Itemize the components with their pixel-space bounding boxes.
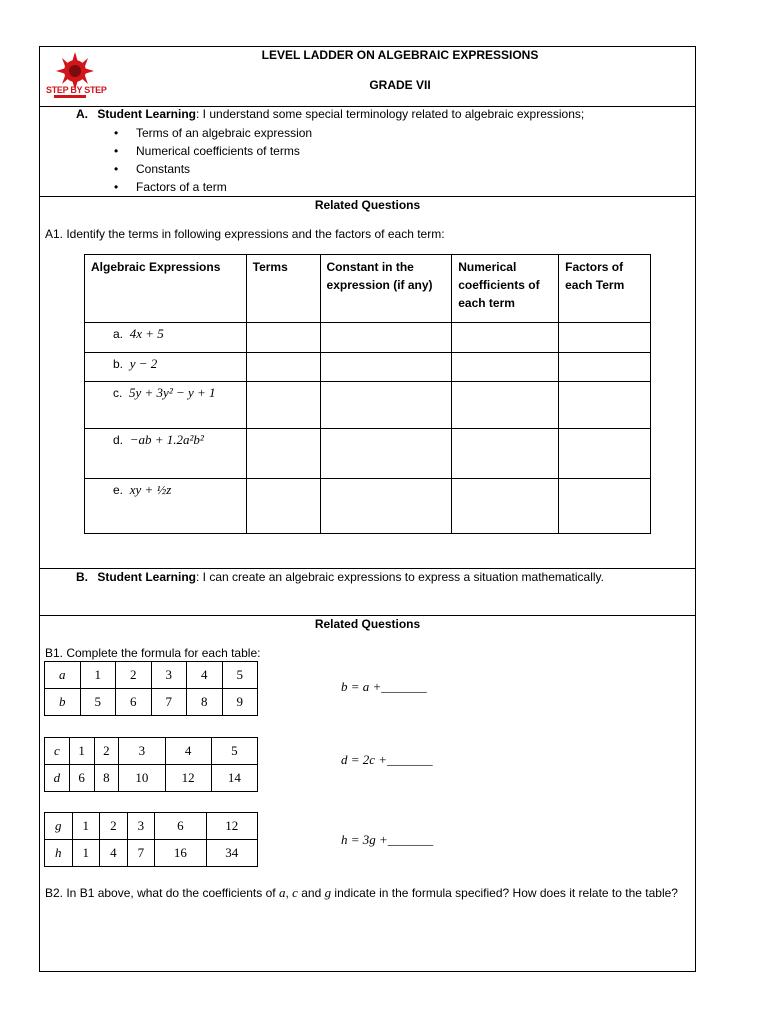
q2-and: and [297, 886, 325, 900]
table-cell: 7 [127, 840, 155, 867]
table-cell: 3 [127, 813, 155, 840]
answer-cell[interactable] [559, 429, 651, 479]
table-row [45, 840, 258, 867]
col-header-expressions: Algebraic Expressions [85, 255, 247, 323]
expression-cell [85, 353, 247, 382]
table-cell: 1 [72, 813, 100, 840]
answer-cell[interactable] [559, 382, 651, 429]
section-a-text: : I understand some special terminology related to algebraic expressions; [196, 107, 585, 121]
table-cell: 10 [119, 765, 165, 792]
table-row [85, 479, 651, 534]
list-item: • Factors of a term [114, 178, 312, 196]
table-cell: 8 [187, 689, 223, 716]
formula-h: h = 3g +_______ [341, 832, 434, 847]
section-b-marker: B. [76, 570, 88, 584]
section-a-label: Student Learning [97, 107, 197, 121]
formula-d: d = 2c +_______ [341, 752, 433, 767]
answer-cell[interactable] [452, 382, 559, 429]
row-letter: b. [113, 357, 124, 371]
answer-cell[interactable] [452, 323, 559, 353]
table-cell: 14 [211, 765, 257, 792]
page-title: LEVEL LADDER ON ALGEBRAIC EXPRESSIONS [261, 48, 539, 62]
row-letter: d. [113, 433, 124, 447]
row-letter: e. [113, 483, 124, 497]
table-cell: 2 [116, 662, 152, 689]
table-cell: 1 [72, 840, 100, 867]
answer-cell[interactable] [246, 382, 320, 429]
divider [39, 568, 696, 569]
table-cell: 5 [80, 689, 116, 716]
list-item: • Terms of an algebraic expression [114, 124, 312, 142]
row-letter: a. [113, 327, 124, 341]
question-b2-text: B2. In B1 above, what do the coefficients of [45, 886, 279, 900]
section-b-text: : I can create an algebraic expressions to express a situation mathematically. [196, 570, 604, 584]
expression-cell [85, 323, 247, 353]
var-c: c [292, 885, 298, 900]
expression-cell [85, 382, 247, 429]
answer-cell[interactable] [559, 323, 651, 353]
section-b-related-heading: Related Questions [314, 617, 421, 631]
expression-cell [85, 429, 247, 479]
table-cell: g [45, 813, 73, 840]
b1-table-1 [44, 661, 258, 716]
table-row [85, 382, 651, 429]
table-cell: h [45, 840, 73, 867]
table-cell: 6 [69, 765, 94, 792]
expression: y − 2 [129, 356, 158, 371]
table-row [85, 323, 651, 353]
answer-cell[interactable] [320, 353, 452, 382]
table-cell: 6 [116, 689, 152, 716]
logo-text: STEP BY STEP [46, 85, 107, 95]
question-b2 [45, 885, 690, 901]
var-g: g [324, 885, 332, 900]
answer-cell[interactable] [559, 479, 651, 534]
col-header-constant: Constant in the expression (if any) [320, 255, 452, 323]
answer-cell[interactable] [246, 323, 320, 353]
answer-cell[interactable] [452, 429, 559, 479]
table-cell: 3 [151, 662, 187, 689]
question-b1: B1. Complete the formula for each table: [45, 646, 261, 660]
table-cell: 34 [206, 840, 257, 867]
list-item: • Numerical coefficients of terms [114, 142, 312, 160]
table-cell: 4 [165, 738, 211, 765]
logo-underline [54, 95, 86, 98]
col-header-factors: Factors of each Term [559, 255, 651, 323]
answer-cell[interactable] [320, 479, 452, 534]
expression: 5y + 3y² − y + 1 [129, 385, 216, 400]
table-cell: a [45, 662, 81, 689]
question-b2-text-end: indicate in the formula specified? How does it relate to the table? [331, 886, 678, 900]
table-cell: 6 [155, 813, 206, 840]
answer-cell[interactable] [246, 429, 320, 479]
b1-table-2 [44, 737, 258, 792]
section-b-label: Student Learning [97, 570, 197, 584]
section-a-related-heading: Related Questions [314, 198, 421, 212]
table-cell: 2 [100, 813, 128, 840]
table-row [85, 353, 651, 382]
table-cell: 2 [94, 738, 119, 765]
table-cell: 4 [187, 662, 223, 689]
expression: xy + ½z [129, 482, 172, 497]
answer-cell[interactable] [559, 353, 651, 382]
table-cell: 5 [222, 662, 258, 689]
answer-cell[interactable] [452, 479, 559, 534]
answer-cell[interactable] [452, 353, 559, 382]
table-cell: 8 [94, 765, 119, 792]
b1-table-3 [44, 812, 258, 867]
table-cell: 1 [69, 738, 94, 765]
grade-label: GRADE VII [369, 78, 431, 92]
section-a-marker: A. [76, 107, 88, 121]
divider [39, 615, 696, 616]
table-cell: 16 [155, 840, 206, 867]
table-row [45, 765, 258, 792]
divider [39, 196, 696, 197]
table-cell: 3 [119, 738, 165, 765]
expression-cell [85, 479, 247, 534]
section-a-heading [76, 107, 584, 121]
answer-cell[interactable] [246, 353, 320, 382]
table-cell: 4 [100, 840, 128, 867]
table-cell: 1 [80, 662, 116, 689]
section-a-bullets [114, 124, 312, 196]
table-cell: 7 [151, 689, 187, 716]
table-cell: b [45, 689, 81, 716]
col-header-coefficients: Numerical coefficients of each term [452, 255, 559, 323]
col-header-terms: Terms [246, 255, 320, 323]
q2-comma: , [285, 886, 293, 900]
var-a: a [278, 885, 286, 900]
list-item: • Constants [114, 160, 312, 178]
table-row [45, 813, 258, 840]
table-row [85, 429, 651, 479]
formula-b: b = a +_______ [341, 679, 427, 694]
expression: −ab + 1.2a²b² [129, 432, 204, 447]
section-b-heading [76, 570, 604, 584]
answer-cell[interactable] [246, 479, 320, 534]
row-letter: c. [113, 386, 123, 400]
question-a1: A1. Identify the terms in following expressions and the factors of each term: [45, 227, 445, 241]
answer-cell[interactable] [320, 429, 452, 479]
a1-table [84, 254, 651, 534]
logo [44, 50, 108, 98]
answer-cell[interactable] [320, 323, 452, 353]
table-cell: 12 [165, 765, 211, 792]
table-row [45, 738, 258, 765]
table-row [45, 689, 258, 716]
table-cell: 5 [211, 738, 257, 765]
expression: 4x + 5 [129, 326, 164, 341]
table-row [45, 662, 258, 689]
answer-cell[interactable] [320, 382, 452, 429]
table-cell: 12 [206, 813, 257, 840]
table-cell: d [45, 765, 70, 792]
table-cell: 9 [222, 689, 258, 716]
table-cell: c [45, 738, 70, 765]
